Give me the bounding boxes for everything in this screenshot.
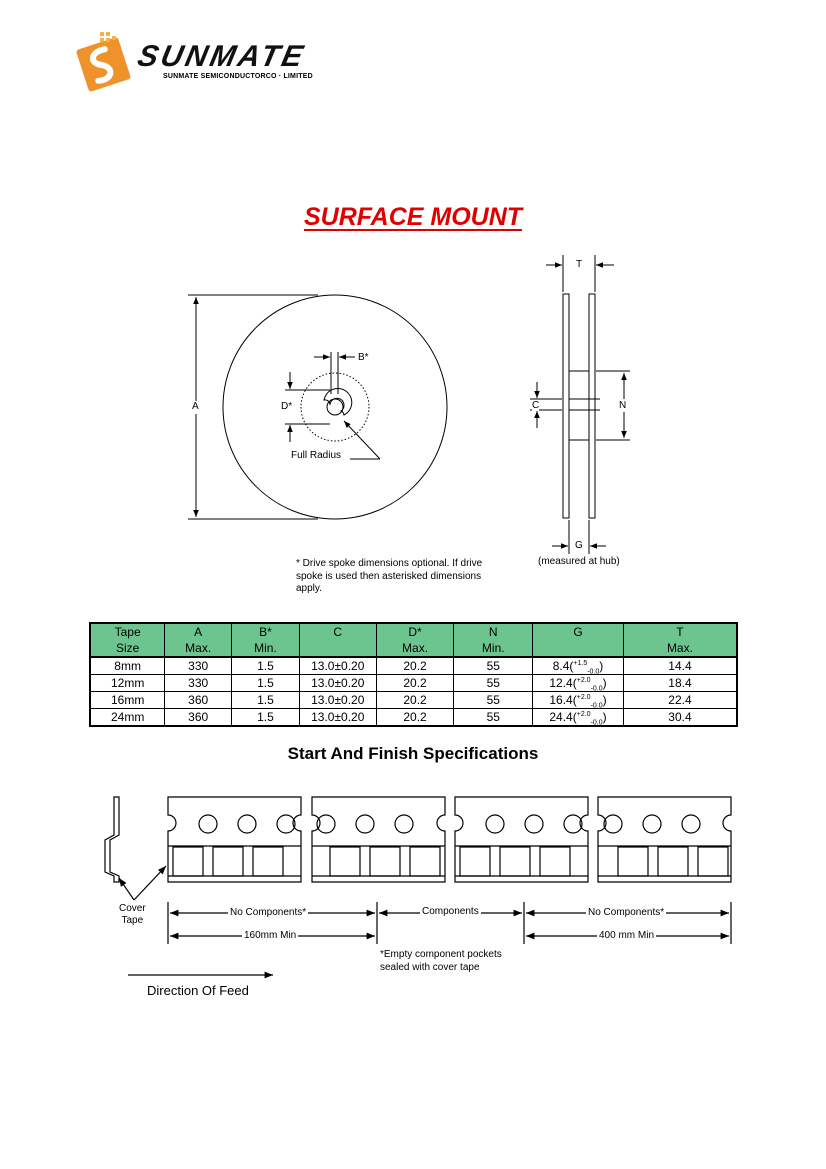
header-cell: N [454, 623, 533, 640]
empty-pockets-note: *Empty component pockets sealed with cover tape [380, 949, 502, 973]
cell-n: 55 [454, 675, 533, 692]
dim-d-label: D* [281, 401, 293, 412]
cover-tape-profile [105, 797, 119, 882]
tape-segment-1 [168, 797, 301, 882]
cell-size: 12mm [90, 675, 165, 692]
reel-spec-table [89, 622, 738, 727]
reel-outer-circle [223, 295, 447, 519]
table-row [90, 675, 737, 692]
dim-t-label: T [576, 259, 583, 270]
header-cell [533, 640, 624, 657]
cell-c: 13.0±0.20 [299, 709, 376, 727]
cell-a: 360 [165, 692, 232, 709]
dim-n-label: N [619, 400, 627, 411]
cell-c: 13.0±0.20 [299, 657, 376, 675]
min-160-label: 160mm Min [244, 930, 297, 941]
header-cell [299, 640, 376, 657]
logo-brand: SUNMATE [134, 40, 309, 73]
cell-b: 1.5 [232, 709, 300, 727]
table-header-row [90, 640, 737, 657]
cell-a: 360 [165, 709, 232, 727]
cell-c: 13.0±0.20 [299, 692, 376, 709]
cell-a: 330 [165, 657, 232, 675]
dim-a-label: A [192, 401, 199, 412]
cell-t: 30.4 [623, 709, 737, 727]
reel-hub-circle [301, 373, 369, 441]
cell-c: 13.0±0.20 [299, 675, 376, 692]
cell-d: 20.2 [376, 657, 454, 675]
page-title: SURFACE MOUNT [303, 203, 523, 231]
cell-g: 16.4($^{+2.0}_{-0.0}$) [533, 692, 624, 709]
cell-g: 24.4($^{+2.0}_{-0.0}$) [533, 709, 624, 727]
direction-of-feed-label: Direction Of Feed [147, 983, 249, 998]
reel-diagram [0, 0, 826, 560]
cell-a: 330 [165, 675, 232, 692]
header-cell: G [533, 623, 624, 640]
cell-t: 22.4 [623, 692, 737, 709]
cell-size: 8mm [90, 657, 165, 675]
drive-spoke-note: * Drive spoke dimensions optional. If drive spoke is used then asterisked dimensions apply. [296, 558, 483, 594]
cell-d: 20.2 [376, 709, 454, 727]
cell-g: 8.4($^{+1.5}_{-0.0}$) [533, 657, 624, 675]
section-title: Start And Finish Specifications [287, 744, 539, 763]
table-row [90, 692, 737, 709]
dim-c-label: C [532, 400, 540, 411]
header-cell: Min. [454, 640, 533, 657]
header-cell: C [299, 623, 376, 640]
table-row [90, 709, 737, 727]
dim-g-label: G [575, 540, 583, 551]
header-cell: T [623, 623, 737, 640]
cell-t: 18.4 [623, 675, 737, 692]
cell-size: 24mm [90, 709, 165, 727]
tape-diagram [0, 780, 826, 1010]
table-header-row [90, 623, 737, 640]
tape-segment-2 [312, 797, 445, 882]
tape-segment-3 [455, 797, 588, 882]
header-cell: A [165, 623, 232, 640]
cell-size: 16mm [90, 692, 165, 709]
cell-b: 1.5 [232, 692, 300, 709]
cell-b: 1.5 [232, 675, 300, 692]
no-components-right-label: No Components* [588, 907, 665, 918]
cell-d: 20.2 [376, 692, 454, 709]
header-cell: Tape [90, 623, 165, 640]
min-400-label: 400 mm Min [599, 930, 655, 941]
header-cell: Min. [232, 640, 300, 657]
cover-tape-label: Cover Tape [119, 903, 146, 926]
cell-n: 55 [454, 692, 533, 709]
cell-n: 55 [454, 657, 533, 675]
table-row [90, 657, 737, 675]
header-cell: Max. [376, 640, 454, 657]
logo-subtitle: SUNMATE SEMICONDUCTORCO · LIMITED [163, 73, 313, 80]
cell-t: 14.4 [623, 657, 737, 675]
dim-b-label: B* [358, 352, 369, 363]
cell-d: 20.2 [376, 675, 454, 692]
full-radius-label: Full Radius [291, 450, 342, 461]
header-cell: D* [376, 623, 454, 640]
cell-b: 1.5 [232, 657, 300, 675]
header-cell: Max. [165, 640, 232, 657]
header-cell: Size [90, 640, 165, 657]
components-label: Components [422, 906, 479, 917]
measured-at-hub-note: (measured at hub) [538, 556, 620, 567]
header-cell: B* [232, 623, 300, 640]
no-components-left-label: No Components* [230, 907, 307, 918]
header-cell: Max. [623, 640, 737, 657]
cell-n: 55 [454, 709, 533, 727]
cell-g: 12.4($^{+2.0}_{-0.0}$) [533, 675, 624, 692]
